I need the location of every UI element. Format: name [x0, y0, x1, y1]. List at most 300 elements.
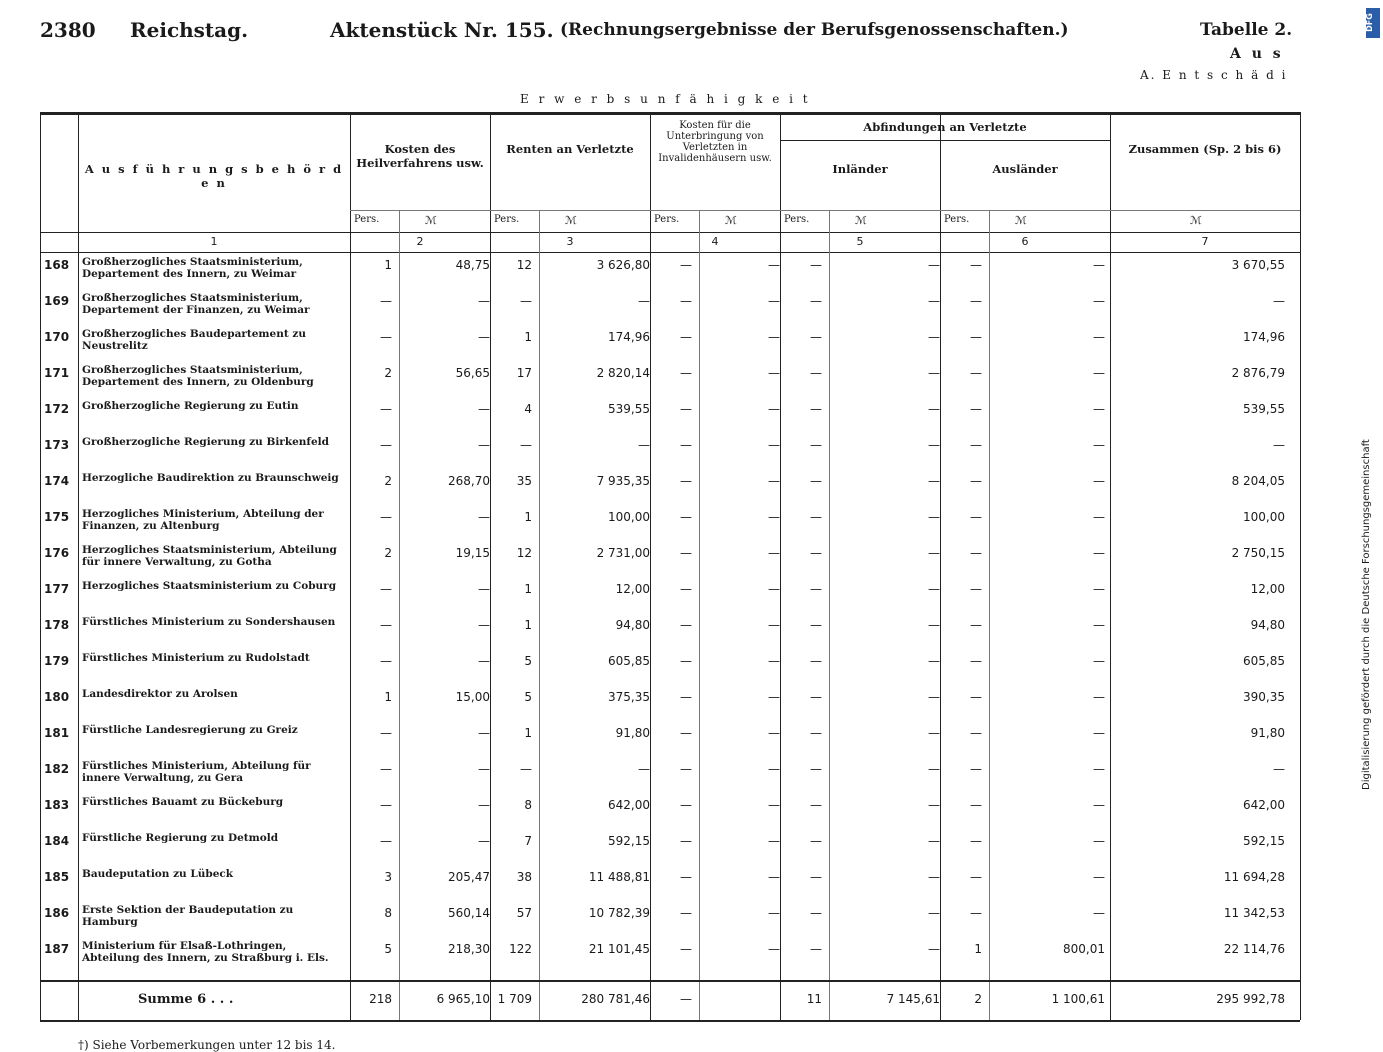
sub-c2 [399, 210, 400, 1020]
cell-c7: 11 342,53 [1223, 906, 1285, 920]
col1-header: A u s f ü h r u n g s b e h ö r d e n [84, 162, 344, 190]
cell-c5-mark: — [928, 726, 940, 740]
cell-c5-mark: — [928, 618, 940, 632]
cell-c6-mark: — [1093, 546, 1105, 560]
total-c6-mark: 1 100,61 [1051, 992, 1105, 1006]
row-name: Fürstliches Ministerium, Abteilung für innere Verwaltung, zu Gera [82, 760, 311, 784]
pers-label: Pers. [354, 214, 380, 225]
total-c6-pers: 2 [974, 992, 982, 1006]
cell-c5-mark: — [928, 294, 940, 308]
cell-c7: 605,85 [1243, 654, 1285, 668]
cell-c6-pers: — [970, 654, 982, 668]
row-name: Großherzogliches Staatsministerium, Departement der Finanzen, zu Weimar [82, 292, 310, 316]
rule-right [1300, 112, 1301, 1020]
cell-c4-pers: — [680, 402, 692, 416]
row-number: 187 [44, 942, 70, 956]
cell-c5-mark: — [928, 762, 940, 776]
cell-c2-mark: — [478, 726, 490, 740]
cell-c5-pers: — [810, 906, 822, 920]
cell-c7: 2 876,79 [1231, 366, 1285, 380]
cell-c3-pers: — [520, 438, 532, 452]
rule-no [78, 112, 79, 1020]
cell-c2-pers: — [380, 330, 392, 344]
cell-c6-mark: — [1093, 366, 1105, 380]
cell-c5-pers: — [810, 402, 822, 416]
cell-c2-mark: 205,47 [448, 870, 490, 884]
cell-c6-pers: — [970, 906, 982, 920]
erwerbs-header: E r w e r b s u n f ä h i g k e i t [520, 92, 811, 106]
cell-c6-pers: — [970, 294, 982, 308]
row-number: 185 [44, 870, 70, 884]
cell-c5-pers: — [810, 798, 822, 812]
cell-c3-pers: 1 [524, 726, 532, 740]
cell-c6-mark: — [1093, 330, 1105, 344]
mark-label: ℳ [1015, 214, 1027, 227]
cell-c2-mark: — [478, 294, 490, 308]
cell-c6-mark: — [1093, 690, 1105, 704]
cell-c5-mark: — [928, 654, 940, 668]
total-c4: — [680, 992, 692, 1006]
cell-c4-mark: — [768, 654, 780, 668]
cell-c2-pers: — [380, 438, 392, 452]
cell-c3-pers: 57 [516, 906, 532, 920]
rule-c6 [1110, 112, 1111, 1020]
cell-c2-pers: — [380, 618, 392, 632]
row-name: Großherzogliche Regierung zu Birkenfeld [82, 436, 329, 448]
col56-divider [780, 140, 1110, 141]
cell-c6-pers: — [970, 402, 982, 416]
table-bottom-rule [40, 1020, 1300, 1022]
cell-c5-mark: — [928, 438, 940, 452]
cell-c7: 390,35 [1243, 690, 1285, 704]
cell-c3-mark: 539,55 [608, 402, 650, 416]
dfg-logo: DFG [1366, 8, 1380, 38]
col5-header: Inländer [832, 162, 888, 176]
cell-c6-mark: 800,01 [1063, 942, 1105, 956]
cell-c7: 8 204,05 [1231, 474, 1285, 488]
footnote: †) Siehe Vorbemerkungen unter 12 bis 14. [78, 1038, 336, 1052]
sub-c6 [989, 210, 990, 1020]
cell-c7: — [1273, 294, 1285, 308]
total-c2-mark: 6 965,10 [436, 992, 490, 1006]
row-number: 168 [44, 258, 70, 272]
cell-c6-mark: — [1093, 258, 1105, 272]
cell-c7: 592,15 [1243, 834, 1285, 848]
cell-c6-mark: — [1093, 438, 1105, 452]
cell-c5-mark: — [928, 582, 940, 596]
cell-c2-mark: — [478, 654, 490, 668]
cell-c6-pers: — [970, 834, 982, 848]
row-name: Erste Sektion der Baudeputation zu Hamburg [82, 904, 294, 928]
cell-c3-mark: — [638, 294, 650, 308]
cell-c5-mark: — [928, 834, 940, 848]
cell-c2-pers: 1 [384, 690, 392, 704]
row-number: 172 [44, 402, 70, 416]
cell-c6-pers: — [970, 582, 982, 596]
cell-c3-mark: 12,00 [615, 582, 650, 596]
cell-c5-pers: — [810, 258, 822, 272]
cell-c4-pers: — [680, 510, 692, 524]
cell-c2-mark: — [478, 582, 490, 596]
cell-c4-pers: — [680, 258, 692, 272]
cell-c2-mark: — [478, 618, 490, 632]
cell-c2-mark: 15,00 [455, 690, 490, 704]
cell-c6-pers: — [970, 726, 982, 740]
cell-c2-mark: 218,30 [448, 942, 490, 956]
cell-c3-pers: 122 [509, 942, 532, 956]
pers-label: Pers. [494, 214, 520, 225]
cell-c6-pers: — [970, 474, 982, 488]
cell-c3-mark: 21 101,45 [588, 942, 650, 956]
col-number-rule [40, 252, 1300, 253]
cell-c3-pers: 38 [516, 870, 532, 884]
cell-c4-mark: — [768, 330, 780, 344]
cell-c3-mark: 2 820,14 [596, 366, 650, 380]
rule-c5 [940, 112, 941, 1020]
row-number: 181 [44, 726, 70, 740]
cell-c6-mark: — [1093, 402, 1105, 416]
cell-c2-mark: 560,14 [448, 906, 490, 920]
cell-c4-pers: — [680, 618, 692, 632]
row-number: 178 [44, 618, 70, 632]
cell-c4-mark: — [768, 582, 780, 596]
cell-c2-pers: 1 [384, 258, 392, 272]
row-number: 170 [44, 330, 70, 344]
cell-c5-pers: — [810, 474, 822, 488]
cell-c5-pers: — [810, 762, 822, 776]
col-number-3: 3 [566, 235, 574, 248]
cell-c3-mark: 10 782,39 [588, 906, 650, 920]
pers-label: Pers. [944, 214, 970, 225]
cell-c7: 91,80 [1250, 726, 1285, 740]
sub-c4 [699, 210, 700, 1020]
cell-c2-pers: 2 [384, 366, 392, 380]
cell-c7: 539,55 [1243, 402, 1285, 416]
total-c3-pers: 1 709 [497, 992, 532, 1006]
cell-c6-mark: — [1093, 870, 1105, 884]
cell-c5-mark: — [928, 798, 940, 812]
row-number: 186 [44, 906, 70, 920]
cell-c5-mark: — [928, 942, 940, 956]
cell-c5-mark: — [928, 330, 940, 344]
cell-c3-pers: 5 [524, 654, 532, 668]
cell-c5-mark: — [928, 474, 940, 488]
cell-c3-mark: 592,15 [608, 834, 650, 848]
cell-c4-mark: — [768, 726, 780, 740]
cell-c4-mark: — [768, 798, 780, 812]
document-title: Aktenstück Nr. 155. [330, 18, 554, 42]
cell-c4-pers: — [680, 330, 692, 344]
sub-c5 [829, 210, 830, 1020]
cell-c3-mark: 375,35 [608, 690, 650, 704]
cell-c3-mark: 642,00 [608, 798, 650, 812]
cell-c2-pers: — [380, 582, 392, 596]
cell-c5-mark: — [928, 906, 940, 920]
row-number: 182 [44, 762, 70, 776]
col56-header: Abfindungen an Verletzte [863, 120, 1027, 134]
cell-c4-mark: — [768, 402, 780, 416]
cell-c5-pers: — [810, 546, 822, 560]
cell-c2-mark: — [478, 438, 490, 452]
cell-c4-pers: — [680, 654, 692, 668]
cell-c7: 94,80 [1250, 618, 1285, 632]
cell-c6-mark: — [1093, 510, 1105, 524]
mark-label: ℳ [565, 214, 577, 227]
total-c7: 295 992,78 [1216, 992, 1285, 1006]
row-name: Herzogliche Baudirektion zu Braunschweig [82, 472, 339, 484]
col-number-1: 1 [210, 235, 218, 248]
row-number: 176 [44, 546, 70, 560]
cell-c3-mark: 94,80 [615, 618, 650, 632]
cell-c4-mark: — [768, 834, 780, 848]
section-entschaedi: A. E n t s c h ä d i [1140, 68, 1288, 82]
total-c5-mark: 7 145,61 [886, 992, 940, 1006]
cell-c5-pers: — [810, 366, 822, 380]
cell-c6-pers: — [970, 510, 982, 524]
row-number: 177 [44, 582, 70, 596]
cell-c4-pers: — [680, 942, 692, 956]
page-number: 2380 [40, 18, 96, 42]
cell-c2-pers: 5 [384, 942, 392, 956]
rule-c2 [490, 112, 491, 1020]
cell-c3-pers: 5 [524, 690, 532, 704]
cell-c4-mark: — [768, 906, 780, 920]
cell-c7: 100,00 [1243, 510, 1285, 524]
cell-c5-pers: — [810, 438, 822, 452]
col3-header: Renten an Verletzte [506, 142, 634, 156]
cell-c2-pers: 3 [384, 870, 392, 884]
row-number: 174 [44, 474, 70, 488]
cell-c4-pers: — [680, 438, 692, 452]
cell-c3-mark: 91,80 [615, 726, 650, 740]
row-number: 179 [44, 654, 70, 668]
total-c5-pers: 11 [806, 992, 822, 1006]
cell-c3-pers: 17 [516, 366, 532, 380]
col2-header: Kosten des Heilverfahrens usw. [356, 142, 484, 170]
cell-c3-pers: — [520, 762, 532, 776]
cell-c4-pers: — [680, 906, 692, 920]
table-top-rule [40, 112, 1300, 115]
col7-header: Zusammen (Sp. 2 bis 6) [1128, 142, 1282, 156]
cell-c6-pers: — [970, 546, 982, 560]
cell-c5-pers: — [810, 618, 822, 632]
cell-c6-pers: — [970, 330, 982, 344]
sub-c3 [539, 210, 540, 1020]
row-name: Großherzogliche Regierung zu Eutin [82, 400, 299, 412]
cell-c2-pers: — [380, 294, 392, 308]
total-label: Summe 6 . . . [138, 992, 234, 1007]
mark-label: ℳ [1190, 214, 1202, 227]
cell-c4-pers: — [680, 582, 692, 596]
cell-c4-pers: — [680, 690, 692, 704]
cell-c5-pers: — [810, 654, 822, 668]
mark-label: ℳ [855, 214, 867, 227]
cell-c4-mark: — [768, 762, 780, 776]
cell-c2-mark: — [478, 510, 490, 524]
total-c3-mark: 280 781,46 [581, 992, 650, 1006]
row-number: 173 [44, 438, 70, 452]
cell-c5-pers: — [810, 294, 822, 308]
cell-c5-mark: — [928, 870, 940, 884]
rule-c4 [780, 112, 781, 1020]
pers-label: Pers. [784, 214, 810, 225]
cell-c2-pers: 8 [384, 906, 392, 920]
row-number: 169 [44, 294, 70, 308]
cell-c4-pers: — [680, 798, 692, 812]
cell-c4-mark: — [768, 438, 780, 452]
row-name: Herzogliches Staatsministerium zu Coburg [82, 580, 337, 592]
cell-c2-mark: 19,15 [455, 546, 490, 560]
cell-c6-pers: — [970, 618, 982, 632]
cell-c3-pers: 7 [524, 834, 532, 848]
cell-c2-pers: 2 [384, 474, 392, 488]
cell-c6-mark: — [1093, 294, 1105, 308]
cell-c4-mark: — [768, 258, 780, 272]
cell-c4-mark: — [768, 510, 780, 524]
cell-c5-pers: — [810, 834, 822, 848]
cell-c3-pers: 1 [524, 330, 532, 344]
row-number: 180 [44, 690, 70, 704]
section-aus: A u s [1230, 46, 1284, 62]
col-number-4: 4 [711, 235, 719, 248]
cell-c5-pers: — [810, 942, 822, 956]
cell-c4-pers: — [680, 762, 692, 776]
cell-c6-pers: — [970, 870, 982, 884]
cell-c7: — [1273, 438, 1285, 452]
cell-c4-mark: — [768, 546, 780, 560]
cell-c3-pers: — [520, 294, 532, 308]
cell-c7: — [1273, 762, 1285, 776]
row-number: 175 [44, 510, 70, 524]
cell-c5-mark: — [928, 258, 940, 272]
mark-label: ℳ [425, 214, 437, 227]
row-name: Fürstliche Regierung zu Detmold [82, 832, 279, 844]
cell-c3-mark: 7 935,35 [596, 474, 650, 488]
pers-mark-rule [350, 210, 1300, 211]
cell-c2-pers: — [380, 654, 392, 668]
cell-c7: 642,00 [1243, 798, 1285, 812]
pers-label: Pers. [654, 214, 680, 225]
row-name: Herzogliches Ministerium, Abteilung der Finanzen, zu Altenburg [82, 508, 324, 532]
cell-c5-pers: — [810, 510, 822, 524]
cell-c6-mark: — [1093, 798, 1105, 812]
row-number: 171 [44, 366, 70, 380]
cell-c7: 2 750,15 [1231, 546, 1285, 560]
row-number: 184 [44, 834, 70, 848]
cell-c3-pers: 8 [524, 798, 532, 812]
cell-c2-pers: — [380, 762, 392, 776]
cell-c4-mark: — [768, 294, 780, 308]
cell-c6-pers: — [970, 366, 982, 380]
cell-c2-mark: — [478, 762, 490, 776]
cell-c2-pers: — [380, 834, 392, 848]
row-name: Baudeputation zu Lübeck [82, 868, 234, 880]
cell-c3-pers: 35 [516, 474, 532, 488]
mark-label: ℳ [725, 214, 737, 227]
cell-c3-pers: 1 [524, 510, 532, 524]
cell-c7: 22 114,76 [1223, 942, 1285, 956]
cell-c6-pers: — [970, 798, 982, 812]
cell-c5-pers: — [810, 690, 822, 704]
publisher: Reichstag. [130, 18, 249, 42]
cell-c5-pers: — [810, 726, 822, 740]
row-name: Fürstliche Landesregierung zu Greiz [82, 724, 298, 736]
cell-c5-mark: — [928, 546, 940, 560]
col-number-5: 5 [856, 235, 864, 248]
cell-c2-pers: — [380, 402, 392, 416]
cell-c4-mark: — [768, 474, 780, 488]
cell-c4-pers: — [680, 366, 692, 380]
cell-c6-pers: — [970, 690, 982, 704]
cell-c7: 3 670,55 [1231, 258, 1285, 272]
cell-c3-pers: 12 [516, 258, 532, 272]
cell-c6-mark: — [1093, 726, 1105, 740]
cell-c2-mark: — [478, 402, 490, 416]
total-c2-pers: 218 [369, 992, 392, 1006]
cell-c2-mark: 48,75 [455, 258, 490, 272]
cell-c5-mark: — [928, 366, 940, 380]
rule-c3 [650, 112, 651, 1020]
cell-c6-pers: — [970, 438, 982, 452]
row-name: Fürstliches Ministerium zu Sondershausen [82, 616, 336, 628]
cell-c6-mark: — [1093, 654, 1105, 668]
cell-c6-pers: — [970, 258, 982, 272]
cell-c3-mark: 2 731,00 [596, 546, 650, 560]
cell-c2-mark: 56,65 [455, 366, 490, 380]
total-rule [40, 980, 1300, 982]
cell-c6-mark: — [1093, 582, 1105, 596]
cell-c6-mark: — [1093, 906, 1105, 920]
col-number-7: 7 [1201, 235, 1209, 248]
cell-c6-mark: — [1093, 474, 1105, 488]
cell-c3-pers: 1 [524, 582, 532, 596]
cell-c5-pers: — [810, 582, 822, 596]
document-subtitle: (Rechnungsergebnisse der Berufsgenossenschaften.) [560, 20, 1069, 40]
row-name: Großherzogliches Baudepartement zu Neustrelitz [82, 328, 306, 352]
col4-header: Kosten für die Unterbringung von Verletzten in Invalidenhäusern usw. [658, 120, 772, 164]
row-name: Ministerium für Elsaß-Lothringen, Abteilung des Innern, zu Straßburg i. Els. [82, 940, 329, 964]
row-number: 183 [44, 798, 70, 812]
cell-c6-mark: — [1093, 762, 1105, 776]
header-bottom-rule [40, 232, 1300, 233]
rule-name [350, 112, 351, 1020]
cell-c6-mark: — [1093, 618, 1105, 632]
cell-c5-mark: — [928, 690, 940, 704]
cell-c4-mark: — [768, 690, 780, 704]
table-label: Tabelle 2. [1200, 20, 1293, 40]
cell-c4-pers: — [680, 834, 692, 848]
cell-c6-pers: — [970, 762, 982, 776]
cell-c4-pers: — [680, 294, 692, 308]
cell-c4-pers: — [680, 546, 692, 560]
cell-c3-mark: — [638, 762, 650, 776]
cell-c2-mark: — [478, 798, 490, 812]
cell-c4-pers: — [680, 726, 692, 740]
col-number-2: 2 [416, 235, 424, 248]
cell-c5-pers: — [810, 330, 822, 344]
cell-c6-mark: — [1093, 834, 1105, 848]
cell-c4-mark: — [768, 618, 780, 632]
cell-c3-mark: — [638, 438, 650, 452]
cell-c7: 12,00 [1250, 582, 1285, 596]
cell-c7: 11 694,28 [1223, 870, 1285, 884]
cell-c5-mark: — [928, 510, 940, 524]
row-name: Landesdirektor zu Arolsen [82, 688, 238, 700]
cell-c2-pers: — [380, 798, 392, 812]
cell-c2-pers: 2 [384, 546, 392, 560]
col-number-6: 6 [1021, 235, 1029, 248]
cell-c5-pers: — [810, 870, 822, 884]
